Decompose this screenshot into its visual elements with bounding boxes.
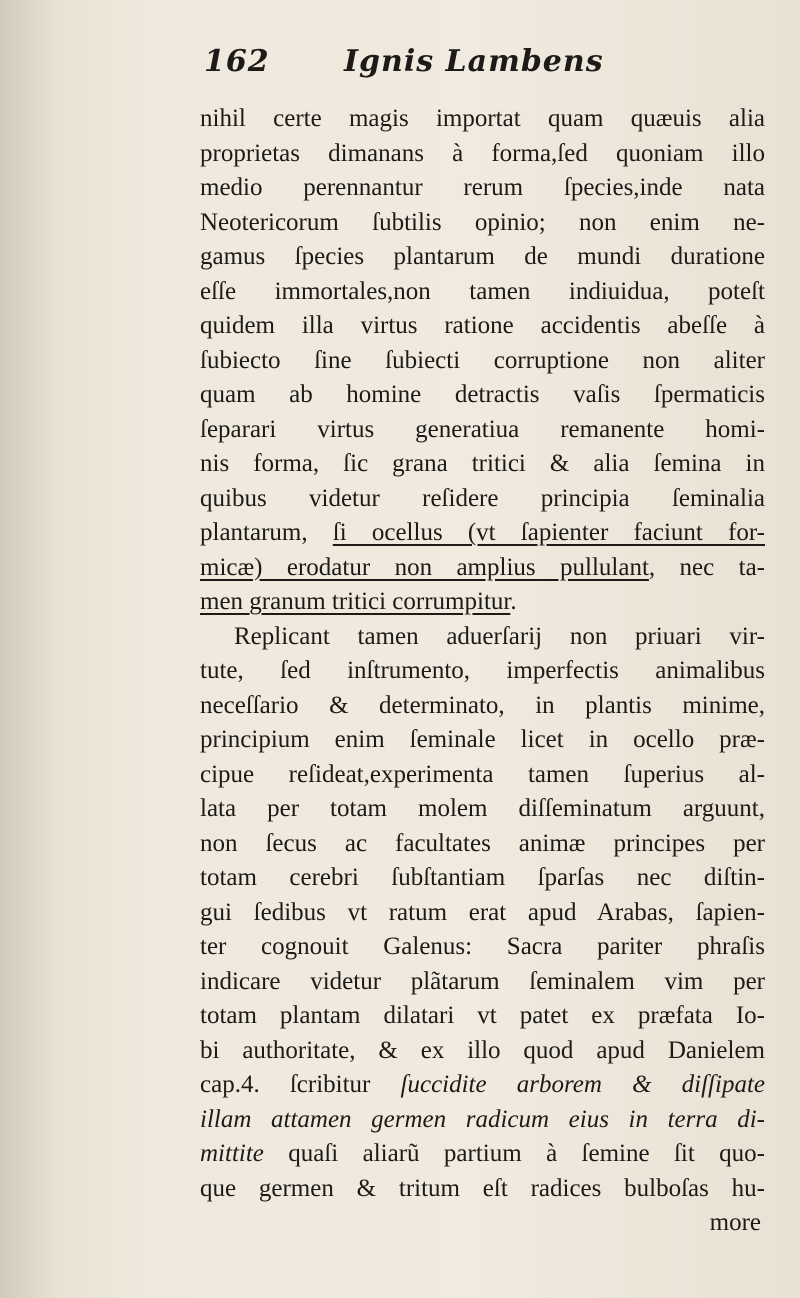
text-line (200, 723, 765, 758)
text-line (200, 861, 765, 896)
text-run: quam ab homine detractis vaſis ſpermaticis (200, 381, 765, 408)
page-header (204, 44, 764, 94)
text-line (200, 930, 765, 965)
text-run: indicare videtur plãtarum ſeminalem vim per (200, 967, 765, 995)
text-line (200, 482, 765, 517)
text-run: non ſecus ac facultates animæ principes per (200, 829, 765, 857)
text-run: bi authoritate, & ex illo quod apud Danielem (200, 1036, 765, 1064)
text-line (200, 585, 765, 620)
text-line (200, 413, 765, 448)
text-run: ſubiecto ſine ſubiecti corruptione non aliter (200, 346, 765, 374)
text-line (200, 240, 765, 275)
underlined-text: micæ) erodatur non amplius pullulant (200, 553, 649, 581)
text-run: Neotericorum ſubtilis opinio; non enim ne- (200, 208, 765, 236)
text-run: tute, ſed inſtrumento, imperfectis animalibus (200, 657, 765, 684)
text-line (200, 206, 765, 241)
text-line (200, 827, 765, 862)
italic-text: illam attamen germen radicum eius in terra di- (200, 1105, 765, 1133)
text-run: plantarum, (200, 519, 333, 546)
text-line (200, 792, 765, 827)
text-run: cap.4. ſcribitur (200, 1071, 401, 1098)
text-run: , nec ta- (648, 553, 765, 581)
italic-text: mittite (200, 1140, 264, 1167)
underlined-text: ſi ocellus (vt ſapienter faciunt for- (332, 519, 765, 546)
text-line (200, 620, 765, 655)
text-line (200, 275, 765, 310)
underlined-text: men granum tritici corrumpitur (200, 588, 511, 615)
text-line (200, 965, 765, 1000)
text-run: . (510, 588, 517, 615)
text-line (200, 137, 765, 172)
text-line (200, 516, 765, 551)
text-run: nihil certe magis importat quam quæuis alia (200, 105, 765, 132)
text-line (200, 171, 765, 206)
text-line (200, 102, 765, 137)
text-line (200, 758, 765, 793)
running-title: Ignis Lambens (344, 44, 604, 79)
text-line (200, 654, 765, 689)
text-line (200, 1034, 765, 1069)
text-line (200, 689, 765, 724)
page-gutter-shadow (0, 0, 60, 1298)
text-run: neceſſario & determinato, in plantis minime, (200, 691, 765, 719)
text-run: ſeparari virtus generatiua remanente homi- (200, 415, 765, 443)
text-line (200, 344, 765, 379)
page-number: 162 (204, 44, 270, 79)
text-run: ter cognouit Galenus: Sacra pariter phraſis (200, 933, 765, 960)
text-run: totam cerebri ſubſtantiam ſparſas nec diſtin- (200, 864, 765, 891)
text-line (200, 1172, 765, 1207)
text-run: gamus ſpecies plantarum de mundi duratione (200, 243, 765, 270)
text-line (200, 1103, 765, 1138)
text-line (200, 378, 765, 413)
text-run: Replicant tamen aduerſarij non priuari vir- (234, 622, 765, 650)
text-run: quaſi aliarũ partium à ſemine ſit quo- (263, 1140, 765, 1167)
text-run: eſſe immortales,non tamen indiuidua, poteſt (200, 277, 765, 305)
text-run: que germen & tritum eſt radices bulboſas hu- (200, 1174, 765, 1202)
catchword: more (709, 1209, 761, 1236)
text-run: quibus videtur reſidere principia ſeminalia (200, 484, 765, 512)
text-run: nis forma, ſic grana tritici & alia ſemina in (200, 450, 765, 477)
text-run: proprietas dimanans à forma,ſed quoniam illo (200, 139, 765, 167)
text-run: cipue reſideat,experimenta tamen ſuperius al- (200, 760, 765, 788)
italic-text: ſuccidite arborem & diſſipate (400, 1071, 765, 1098)
text-line (200, 1068, 765, 1103)
text-run: totam plantam dilatari vt patet ex præfata Io- (200, 1002, 765, 1029)
text-run: principium enim ſeminale licet in ocello præ- (200, 726, 765, 753)
text-line (200, 447, 765, 482)
text-line (200, 551, 765, 586)
text-line (200, 896, 765, 931)
text-run: lata per totam molem diſſeminatum arguunt, (200, 795, 765, 822)
text-line (200, 999, 765, 1034)
text-run: quidem illa virtus ratione accidentis abeſſe à (200, 312, 765, 339)
text-line (200, 309, 765, 344)
body-text (200, 102, 765, 1241)
text-run: gui ſedibus vt ratum erat apud Arabas, ſapien- (200, 898, 765, 926)
text-run: medio perennantur rerum ſpecies,inde nata (200, 174, 765, 201)
text-line (200, 1137, 765, 1172)
